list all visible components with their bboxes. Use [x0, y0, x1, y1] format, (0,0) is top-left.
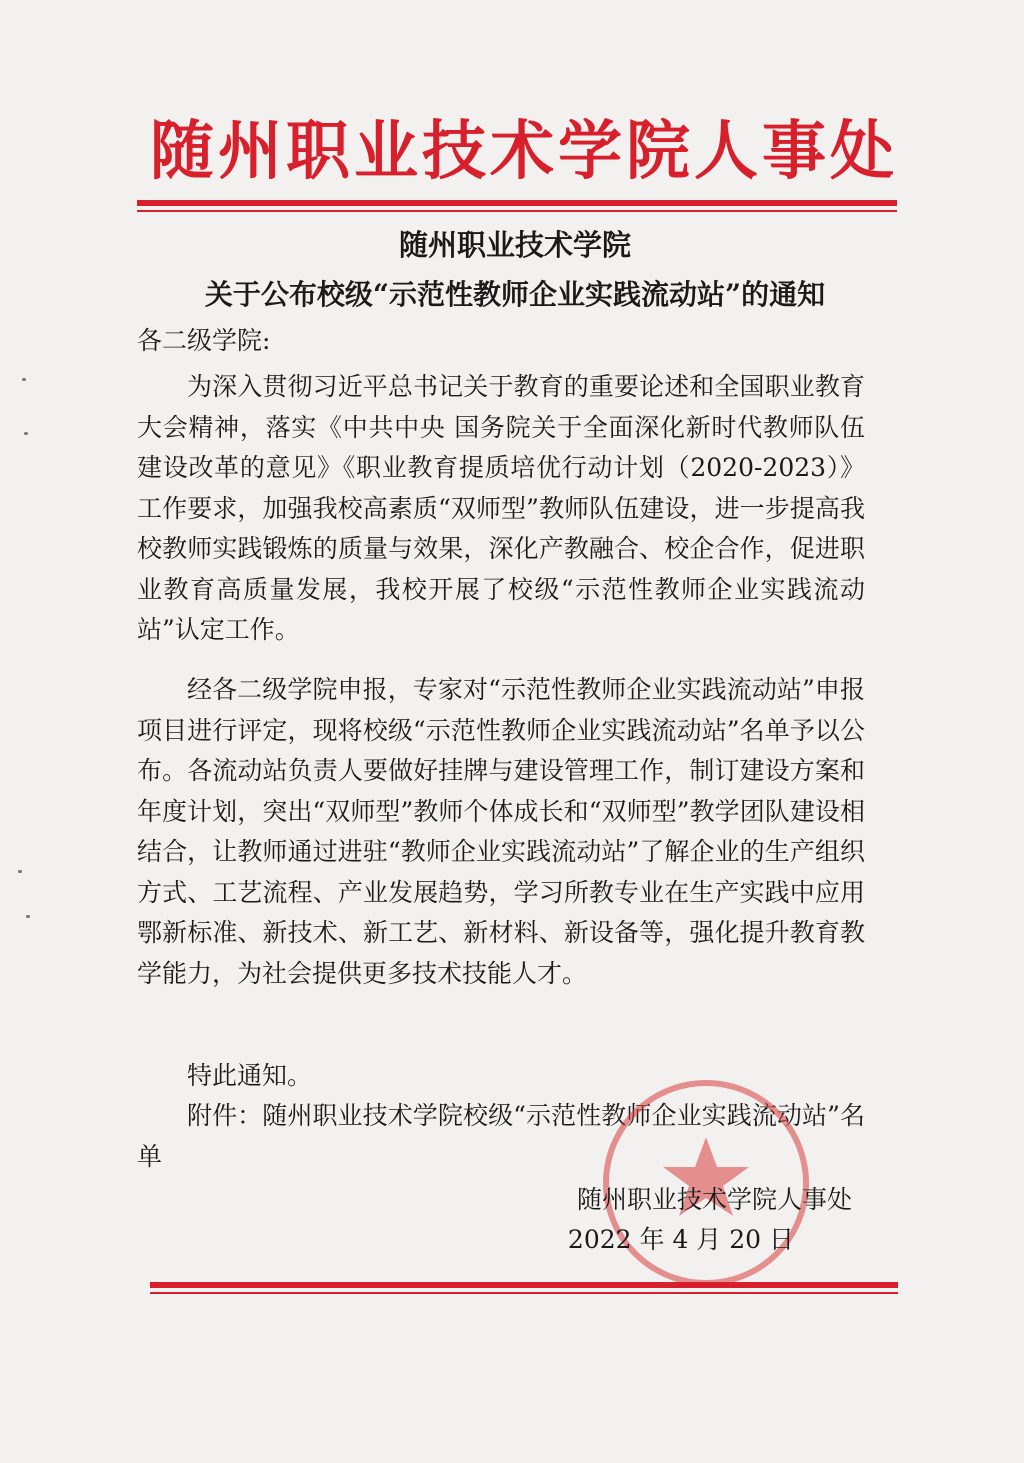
letterhead-rule-thin	[137, 210, 897, 212]
body-paragraph-3: 特此通知。	[187, 1061, 313, 1090]
signature-date: 2022 年 4 月 20 日	[567, 1225, 794, 1254]
letterhead-title: 随州职业技术学院人事处	[150, 115, 898, 189]
scan-speck	[22, 378, 26, 381]
scan-speck	[24, 432, 28, 435]
footer-rule-thick	[150, 1282, 898, 1288]
footer-rule-thin	[150, 1292, 898, 1294]
scan-speck	[18, 870, 22, 873]
scan-speck	[26, 915, 30, 918]
document-title-line2: 关于公布校级“示范性教师企业实践流动站”的通知	[204, 278, 826, 311]
letterhead-rule-thick	[137, 200, 897, 206]
body-paragraph-1: 为深入贯彻习近平总书记关于教育的重要论述和全国职业教育大会精神，落实《中共中央 国务院关于全面深化新时代教师队伍建设改革的意见》《职业教育提质培优行动计划（2020-2023）》工作要求，加强我校高素质“双师型”教师队伍建设，进一步提高我校教师实践锻炼的质量与效果，深化产教融合、校企合作，促进职业教育高质量发展，我校开展了校级“示范性教师企业实践流动站”认定工作。	[137, 372, 865, 644]
document-title-line1: 随州职业技术学院	[398, 228, 631, 262]
attachment-note: 附件：随州职业技术学院校级“示范性教师企业实践流动站”名单	[137, 1101, 865, 1171]
signoff-block	[568, 1180, 852, 1260]
body-paragraph-2: 经各二级学院申报，专家对“示范性教师企业实践流动站”申报项目进行评定，现将校级“示范性教师企业实践流动站”名单予以公布。各流动站负责人要做好挂牌与建设管理工作，制订建设方案和年度计划，突出“双师型”教师个体成长和“双师型”教学团队建设相结合，让教师通过进驻“教师企业实践流动站”了解企业的生产组织方式、工艺流程、产业发展趋势，学习所教专业在生产实践中应用鄂新标准、新技术、新工艺、新材料、新设备等，强化提升教育教学能力，为社会提供更多技术技能人才。	[137, 675, 865, 988]
salutation: 各二级学院:	[137, 326, 271, 355]
signature-org: 随州职业技术学院人事处	[576, 1185, 852, 1214]
